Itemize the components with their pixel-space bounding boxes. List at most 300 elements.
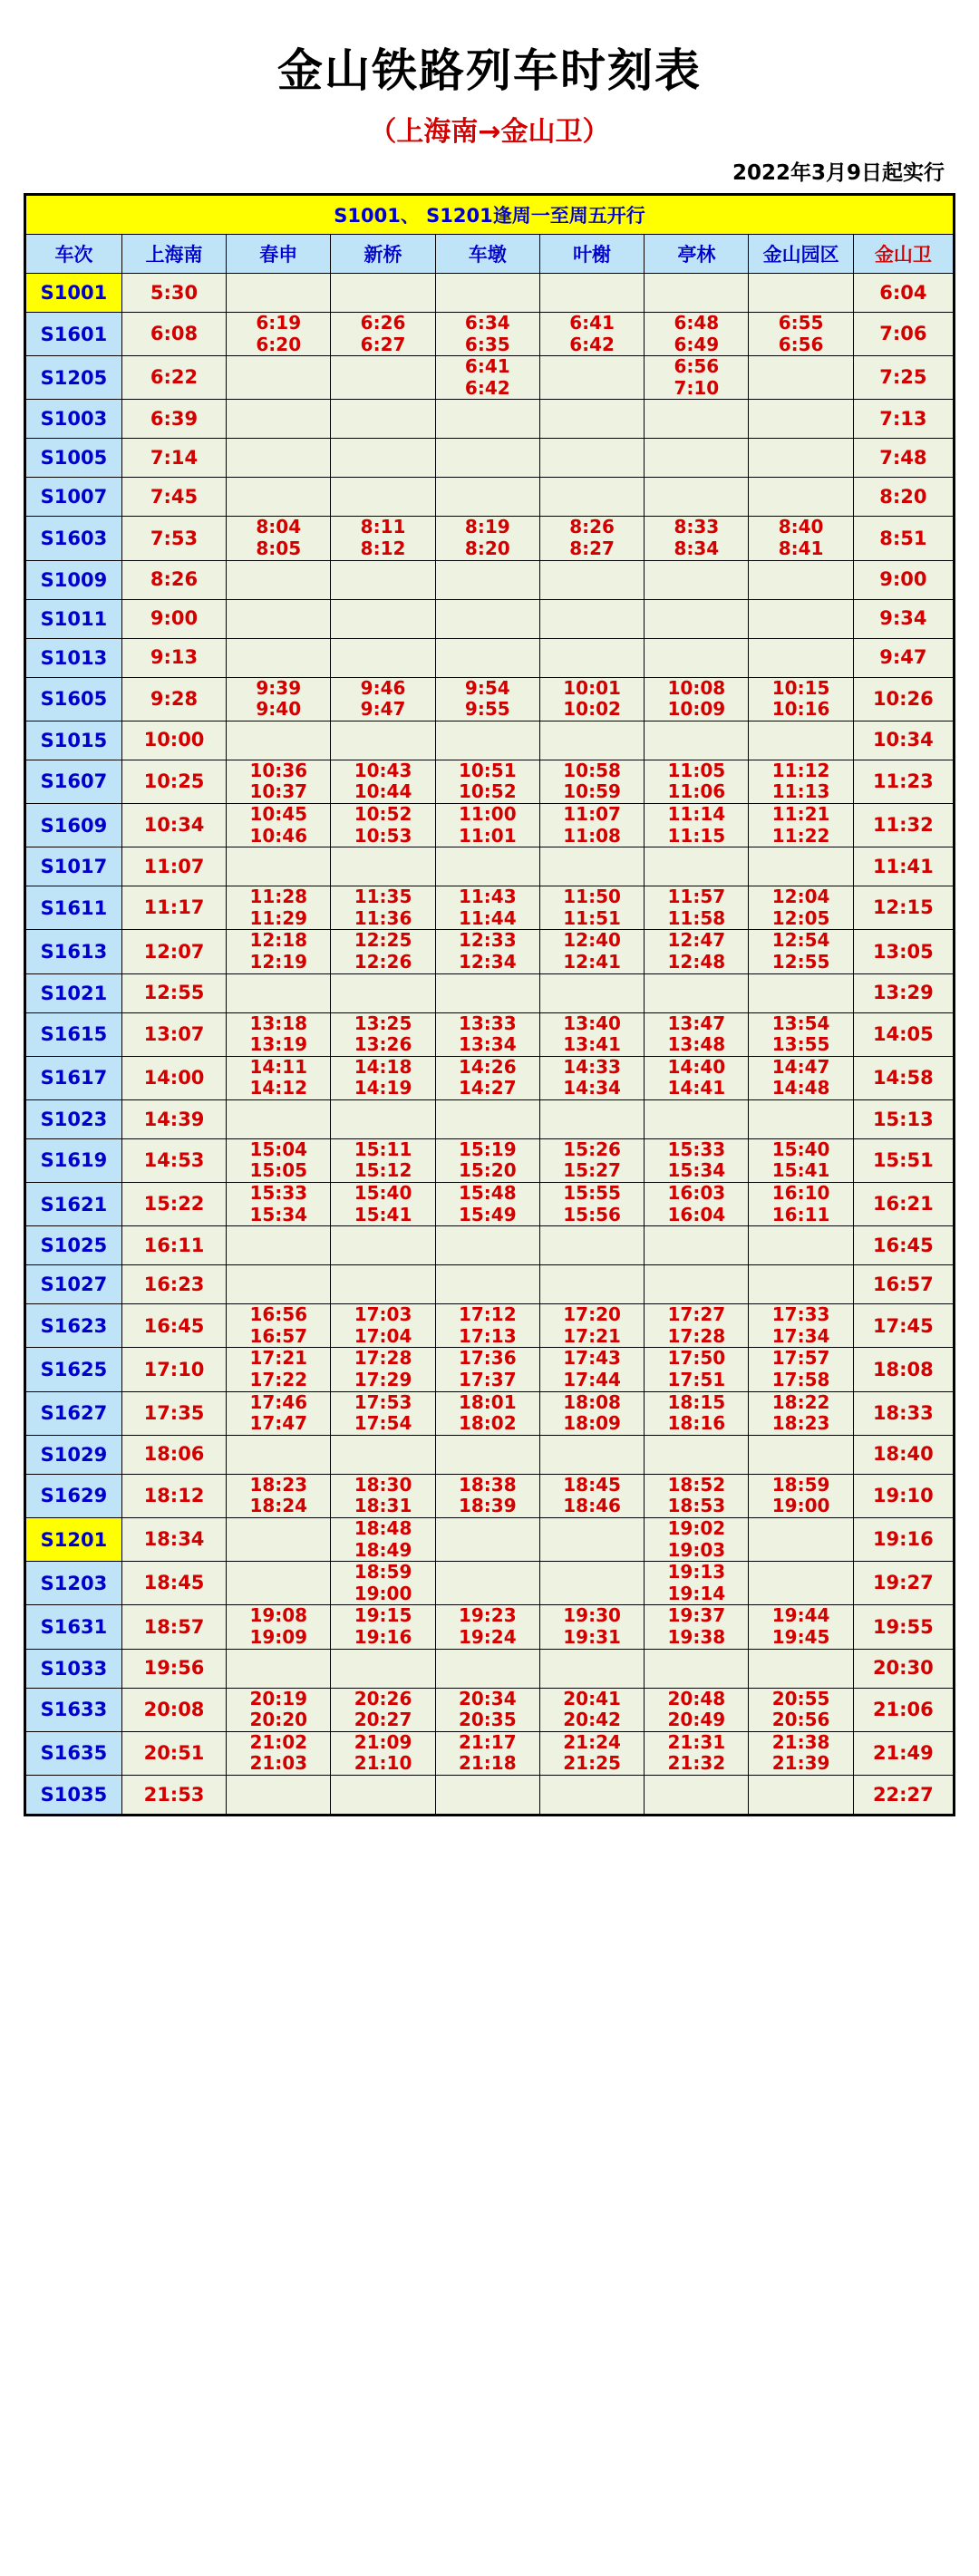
time-cell xyxy=(749,560,853,599)
time-value: 21:03 xyxy=(249,1752,308,1775)
time-value: 17:29 xyxy=(354,1369,412,1391)
train-number-cell: S1205 xyxy=(25,356,122,400)
service-note-row xyxy=(25,195,955,235)
time-value: 9:40 xyxy=(256,698,302,721)
time-cell xyxy=(539,313,644,356)
timetable-body xyxy=(25,195,955,1816)
time-value: 13:55 xyxy=(771,1033,830,1056)
time-value: 17:04 xyxy=(354,1324,412,1347)
time-cell xyxy=(749,638,853,677)
time-value: 9:46 xyxy=(360,676,406,699)
train-number-cell: S1025 xyxy=(25,1226,122,1265)
table-row xyxy=(25,1099,955,1138)
time-cell xyxy=(645,1348,749,1391)
train-number-cell: S1033 xyxy=(25,1649,122,1688)
time-cell xyxy=(435,1731,539,1775)
time-cell xyxy=(539,439,644,478)
time-cell: 15:51 xyxy=(853,1138,954,1182)
time-value: 17:03 xyxy=(354,1303,412,1326)
time-cell xyxy=(435,1056,539,1099)
time-value: 20:48 xyxy=(667,1687,726,1709)
timetable xyxy=(24,193,955,1816)
table-row xyxy=(25,1348,955,1391)
time-value: 21:24 xyxy=(563,1730,621,1753)
time-cell: 18:12 xyxy=(121,1474,226,1517)
time-value: 11:01 xyxy=(458,824,517,847)
time-value: 9:47 xyxy=(360,698,406,721)
time-cell xyxy=(539,274,644,313)
table-row xyxy=(25,1649,955,1688)
time-value: 19:15 xyxy=(354,1604,412,1627)
time-cell xyxy=(331,1688,435,1731)
time-cell: 16:45 xyxy=(121,1304,226,1348)
time-value: 8:11 xyxy=(360,516,406,538)
time-cell xyxy=(645,439,749,478)
time-cell xyxy=(227,721,331,760)
time-value: 21:10 xyxy=(354,1752,412,1775)
time-cell xyxy=(435,1226,539,1265)
time-cell: 11:17 xyxy=(121,886,226,930)
time-cell xyxy=(539,760,644,803)
time-cell xyxy=(331,400,435,439)
time-cell xyxy=(539,1649,644,1688)
time-cell xyxy=(645,1012,749,1056)
time-value: 8:04 xyxy=(256,516,302,538)
column-header-tinglin: 亭林 xyxy=(645,235,749,274)
time-value: 10:58 xyxy=(563,759,621,781)
time-value: 11:58 xyxy=(667,906,726,929)
train-number-cell: S1035 xyxy=(25,1775,122,1815)
time-cell xyxy=(749,1649,853,1688)
time-value: 14:12 xyxy=(249,1077,308,1099)
time-cell xyxy=(331,599,435,638)
time-cell xyxy=(645,1649,749,1688)
time-value: 6:34 xyxy=(464,312,510,334)
time-value: 17:21 xyxy=(563,1324,621,1347)
time-cell xyxy=(749,313,853,356)
time-cell: 11:07 xyxy=(121,847,226,886)
time-cell: 12:55 xyxy=(121,973,226,1012)
time-cell xyxy=(749,1304,853,1348)
time-value: 6:42 xyxy=(464,376,510,399)
time-value: 6:42 xyxy=(569,333,615,355)
time-value: 15:49 xyxy=(458,1203,517,1225)
time-cell xyxy=(749,1183,853,1226)
train-number-cell: S1615 xyxy=(25,1012,122,1056)
time-value: 16:57 xyxy=(249,1324,308,1347)
time-cell xyxy=(749,1226,853,1265)
time-value: 15:40 xyxy=(354,1182,412,1205)
time-cell: 14:53 xyxy=(121,1138,226,1182)
time-value: 11:05 xyxy=(667,759,726,781)
time-cell xyxy=(539,973,644,1012)
time-cell: 16:23 xyxy=(121,1265,226,1304)
time-cell xyxy=(331,886,435,930)
time-cell xyxy=(435,1649,539,1688)
time-cell xyxy=(331,1348,435,1391)
time-value: 13:54 xyxy=(771,1012,830,1034)
time-cell xyxy=(227,847,331,886)
time-cell xyxy=(645,1391,749,1435)
time-cell: 7:13 xyxy=(853,400,954,439)
time-value: 18:30 xyxy=(354,1473,412,1496)
time-value: 15:26 xyxy=(563,1138,621,1160)
time-cell xyxy=(749,803,853,847)
time-cell xyxy=(435,439,539,478)
table-row xyxy=(25,439,955,478)
time-cell xyxy=(227,638,331,677)
time-value: 13:48 xyxy=(667,1033,726,1056)
train-number-cell: S1009 xyxy=(25,560,122,599)
column-header-chedun: 车墩 xyxy=(435,235,539,274)
time-cell xyxy=(435,274,539,313)
time-cell xyxy=(435,638,539,677)
time-cell xyxy=(227,439,331,478)
table-row xyxy=(25,274,955,313)
time-cell: 18:45 xyxy=(121,1562,226,1605)
time-value: 14:26 xyxy=(458,1055,517,1078)
time-value: 9:55 xyxy=(464,698,510,721)
time-value: 8:19 xyxy=(464,516,510,538)
time-value: 8:33 xyxy=(674,516,720,538)
time-value: 18:31 xyxy=(354,1495,412,1517)
time-value: 19:24 xyxy=(458,1625,517,1648)
time-cell xyxy=(227,1348,331,1391)
time-value: 11:36 xyxy=(354,906,412,929)
time-cell xyxy=(539,1056,644,1099)
time-cell xyxy=(645,478,749,517)
time-value: 10:36 xyxy=(249,759,308,781)
time-cell xyxy=(227,1688,331,1731)
time-value: 18:16 xyxy=(667,1412,726,1435)
time-cell xyxy=(749,517,853,560)
time-cell xyxy=(749,930,853,973)
time-cell: 16:11 xyxy=(121,1226,226,1265)
time-value: 13:33 xyxy=(458,1012,517,1034)
time-value: 10:43 xyxy=(354,759,412,781)
train-number-cell: S1631 xyxy=(25,1605,122,1649)
time-value: 11:29 xyxy=(249,906,308,929)
time-cell: 18:33 xyxy=(853,1391,954,1435)
time-cell: 9:13 xyxy=(121,638,226,677)
time-value: 19:23 xyxy=(458,1604,517,1627)
time-cell xyxy=(645,973,749,1012)
time-cell xyxy=(331,313,435,356)
time-cell xyxy=(749,478,853,517)
time-cell xyxy=(645,1099,749,1138)
time-value: 15:19 xyxy=(458,1138,517,1160)
time-cell xyxy=(331,1265,435,1304)
time-value: 15:05 xyxy=(249,1159,308,1182)
time-cell xyxy=(435,721,539,760)
time-cell xyxy=(645,1304,749,1348)
time-cell xyxy=(645,760,749,803)
time-cell xyxy=(331,274,435,313)
time-cell: 11:32 xyxy=(853,803,954,847)
time-value: 19:44 xyxy=(771,1604,830,1627)
time-cell xyxy=(435,1391,539,1435)
time-cell xyxy=(227,886,331,930)
time-cell xyxy=(749,1099,853,1138)
time-value: 10:15 xyxy=(771,676,830,699)
time-value: 21:25 xyxy=(563,1752,621,1775)
time-cell xyxy=(227,400,331,439)
time-cell xyxy=(227,313,331,356)
time-value: 6:56 xyxy=(674,355,720,378)
time-value: 12:05 xyxy=(771,906,830,929)
time-cell: 18:40 xyxy=(853,1435,954,1474)
time-value: 14:33 xyxy=(563,1055,621,1078)
time-value: 10:08 xyxy=(667,676,726,699)
time-cell: 10:34 xyxy=(853,721,954,760)
table-row xyxy=(25,1183,955,1226)
time-cell xyxy=(435,1348,539,1391)
time-cell xyxy=(331,1518,435,1562)
train-number-cell: S1029 xyxy=(25,1435,122,1474)
train-number-cell: S1007 xyxy=(25,478,122,517)
time-cell xyxy=(645,803,749,847)
time-cell: 10:00 xyxy=(121,721,226,760)
time-cell: 12:07 xyxy=(121,930,226,973)
time-value: 15:41 xyxy=(771,1159,830,1182)
time-value: 15:34 xyxy=(249,1203,308,1225)
time-value: 18:53 xyxy=(667,1495,726,1517)
time-cell xyxy=(435,847,539,886)
column-header-shanghainan: 上海南 xyxy=(121,235,226,274)
time-cell xyxy=(227,930,331,973)
train-number-cell: S1609 xyxy=(25,803,122,847)
time-cell: 17:10 xyxy=(121,1348,226,1391)
time-cell xyxy=(539,1688,644,1731)
time-cell: 19:27 xyxy=(853,1562,954,1605)
time-value: 16:11 xyxy=(771,1203,830,1225)
time-cell xyxy=(749,439,853,478)
train-number-cell: S1605 xyxy=(25,677,122,721)
page-title: 金山铁路列车时刻表 xyxy=(277,44,702,97)
time-cell xyxy=(227,1562,331,1605)
time-cell: 9:00 xyxy=(121,599,226,638)
time-value: 20:41 xyxy=(563,1687,621,1709)
time-cell xyxy=(645,930,749,973)
time-cell xyxy=(331,1226,435,1265)
time-value: 18:15 xyxy=(667,1390,726,1413)
time-value: 8:41 xyxy=(778,537,824,559)
time-value: 8:27 xyxy=(569,537,615,559)
time-cell xyxy=(227,1731,331,1775)
time-cell: 6:04 xyxy=(853,274,954,313)
time-value: 6:26 xyxy=(360,312,406,334)
time-cell xyxy=(331,1391,435,1435)
time-cell xyxy=(645,721,749,760)
table-row xyxy=(25,677,955,721)
time-value: 8:05 xyxy=(256,537,302,559)
time-cell xyxy=(435,1265,539,1304)
time-value: 20:55 xyxy=(771,1687,830,1709)
train-number-cell: S1003 xyxy=(25,400,122,439)
time-cell xyxy=(539,1226,644,1265)
time-cell xyxy=(539,1348,644,1391)
time-cell: 10:34 xyxy=(121,803,226,847)
time-value: 9:54 xyxy=(464,676,510,699)
time-cell: 19:55 xyxy=(853,1605,954,1649)
time-value: 6:48 xyxy=(674,312,720,334)
time-value: 12:34 xyxy=(458,950,517,973)
time-cell: 17:45 xyxy=(853,1304,954,1348)
time-cell xyxy=(227,478,331,517)
time-cell xyxy=(435,1474,539,1517)
time-cell xyxy=(645,1562,749,1605)
time-value: 19:03 xyxy=(667,1538,726,1561)
time-cell xyxy=(645,638,749,677)
train-number-cell: S1627 xyxy=(25,1391,122,1435)
time-cell xyxy=(435,313,539,356)
time-value: 21:02 xyxy=(249,1730,308,1753)
time-cell: 7:53 xyxy=(121,517,226,560)
column-header-jinshanyuanqu: 金山园区 xyxy=(749,235,853,274)
column-header-train: 车次 xyxy=(25,235,122,274)
time-value: 17:36 xyxy=(458,1347,517,1370)
time-cell xyxy=(539,1605,644,1649)
time-cell xyxy=(539,1731,644,1775)
time-cell xyxy=(227,1474,331,1517)
time-value: 20:42 xyxy=(563,1709,621,1731)
time-cell xyxy=(435,560,539,599)
time-value: 13:41 xyxy=(563,1033,621,1056)
time-cell: 18:08 xyxy=(853,1348,954,1391)
time-cell xyxy=(539,400,644,439)
time-cell xyxy=(645,886,749,930)
time-cell xyxy=(331,677,435,721)
time-cell xyxy=(645,677,749,721)
time-cell: 12:15 xyxy=(853,886,954,930)
time-value: 15:41 xyxy=(354,1203,412,1225)
time-cell xyxy=(539,1304,644,1348)
time-value: 15:40 xyxy=(771,1138,830,1160)
time-cell xyxy=(227,1304,331,1348)
time-cell xyxy=(749,886,853,930)
time-cell xyxy=(227,760,331,803)
time-cell: 18:57 xyxy=(121,1605,226,1649)
time-value: 10:09 xyxy=(667,698,726,721)
time-cell xyxy=(227,1099,331,1138)
time-value: 16:56 xyxy=(249,1303,308,1326)
time-cell: 6:39 xyxy=(121,400,226,439)
time-cell xyxy=(749,1605,853,1649)
time-value: 19:00 xyxy=(771,1495,830,1517)
time-value: 14:40 xyxy=(667,1055,726,1078)
time-cell xyxy=(539,803,644,847)
column-header-jinshanwei: 金山卫 xyxy=(853,235,954,274)
time-value: 9:39 xyxy=(256,676,302,699)
time-cell xyxy=(645,356,749,400)
time-cell xyxy=(749,1012,853,1056)
time-cell: 20:08 xyxy=(121,1688,226,1731)
time-value: 17:51 xyxy=(667,1369,726,1391)
time-cell: 18:34 xyxy=(121,1518,226,1562)
time-cell: 14:00 xyxy=(121,1056,226,1099)
effective-date: 2022年3月9日起实行 xyxy=(732,161,945,185)
time-value: 21:32 xyxy=(667,1752,726,1775)
time-value: 17:12 xyxy=(458,1303,517,1326)
time-value: 12:33 xyxy=(458,929,517,952)
train-number-cell: S1021 xyxy=(25,973,122,1012)
time-cell xyxy=(435,803,539,847)
time-cell xyxy=(227,1391,331,1435)
time-value: 17:44 xyxy=(563,1369,621,1391)
time-value: 21:38 xyxy=(771,1730,830,1753)
time-value: 10:53 xyxy=(354,824,412,847)
time-value: 18:45 xyxy=(563,1473,621,1496)
time-value: 20:27 xyxy=(354,1709,412,1731)
time-cell xyxy=(539,1391,644,1435)
time-cell: 7:45 xyxy=(121,478,226,517)
time-value: 19:08 xyxy=(249,1604,308,1627)
time-cell: 19:56 xyxy=(121,1649,226,1688)
time-cell xyxy=(645,1474,749,1517)
time-value: 11:07 xyxy=(563,802,621,825)
time-cell xyxy=(539,478,644,517)
time-value: 19:00 xyxy=(354,1582,412,1604)
time-value: 17:37 xyxy=(458,1369,517,1391)
time-cell: 13:29 xyxy=(853,973,954,1012)
time-cell xyxy=(435,1688,539,1731)
time-cell xyxy=(539,1138,644,1182)
table-row xyxy=(25,517,955,560)
time-cell xyxy=(331,1649,435,1688)
time-cell xyxy=(749,400,853,439)
time-cell xyxy=(539,1518,644,1562)
time-value: 13:25 xyxy=(354,1012,412,1034)
time-value: 17:53 xyxy=(354,1390,412,1413)
table-row xyxy=(25,803,955,847)
time-cell xyxy=(435,1183,539,1226)
train-number-cell: S1013 xyxy=(25,638,122,677)
time-value: 11:57 xyxy=(667,886,726,908)
time-value: 18:22 xyxy=(771,1390,830,1413)
service-note: S1001、 S1201逢周一至周五开行 xyxy=(25,195,955,235)
time-value: 15:27 xyxy=(563,1159,621,1182)
time-cell xyxy=(331,439,435,478)
time-value: 15:33 xyxy=(667,1138,726,1160)
train-number-cell: S1023 xyxy=(25,1099,122,1138)
time-value: 16:04 xyxy=(667,1203,726,1225)
time-cell xyxy=(539,847,644,886)
time-cell xyxy=(331,847,435,886)
time-cell xyxy=(645,1265,749,1304)
time-cell xyxy=(645,1226,749,1265)
train-number-cell: S1623 xyxy=(25,1304,122,1348)
time-value: 13:18 xyxy=(249,1012,308,1034)
time-cell xyxy=(435,1562,539,1605)
time-cell: 16:21 xyxy=(853,1183,954,1226)
column-header-chunshen: 春申 xyxy=(227,235,331,274)
time-value: 18:23 xyxy=(771,1412,830,1435)
time-value: 14:47 xyxy=(771,1055,830,1078)
table-row xyxy=(25,1391,955,1435)
time-value: 10:45 xyxy=(249,802,308,825)
time-cell: 9:47 xyxy=(853,638,954,677)
time-cell xyxy=(539,599,644,638)
time-cell xyxy=(435,356,539,400)
time-value: 18:38 xyxy=(458,1473,517,1496)
train-number-cell: S1613 xyxy=(25,930,122,973)
time-value: 10:46 xyxy=(249,824,308,847)
time-cell: 6:22 xyxy=(121,356,226,400)
time-value: 15:56 xyxy=(563,1203,621,1225)
time-value: 19:16 xyxy=(354,1625,412,1648)
time-cell xyxy=(645,1688,749,1731)
time-cell xyxy=(645,599,749,638)
